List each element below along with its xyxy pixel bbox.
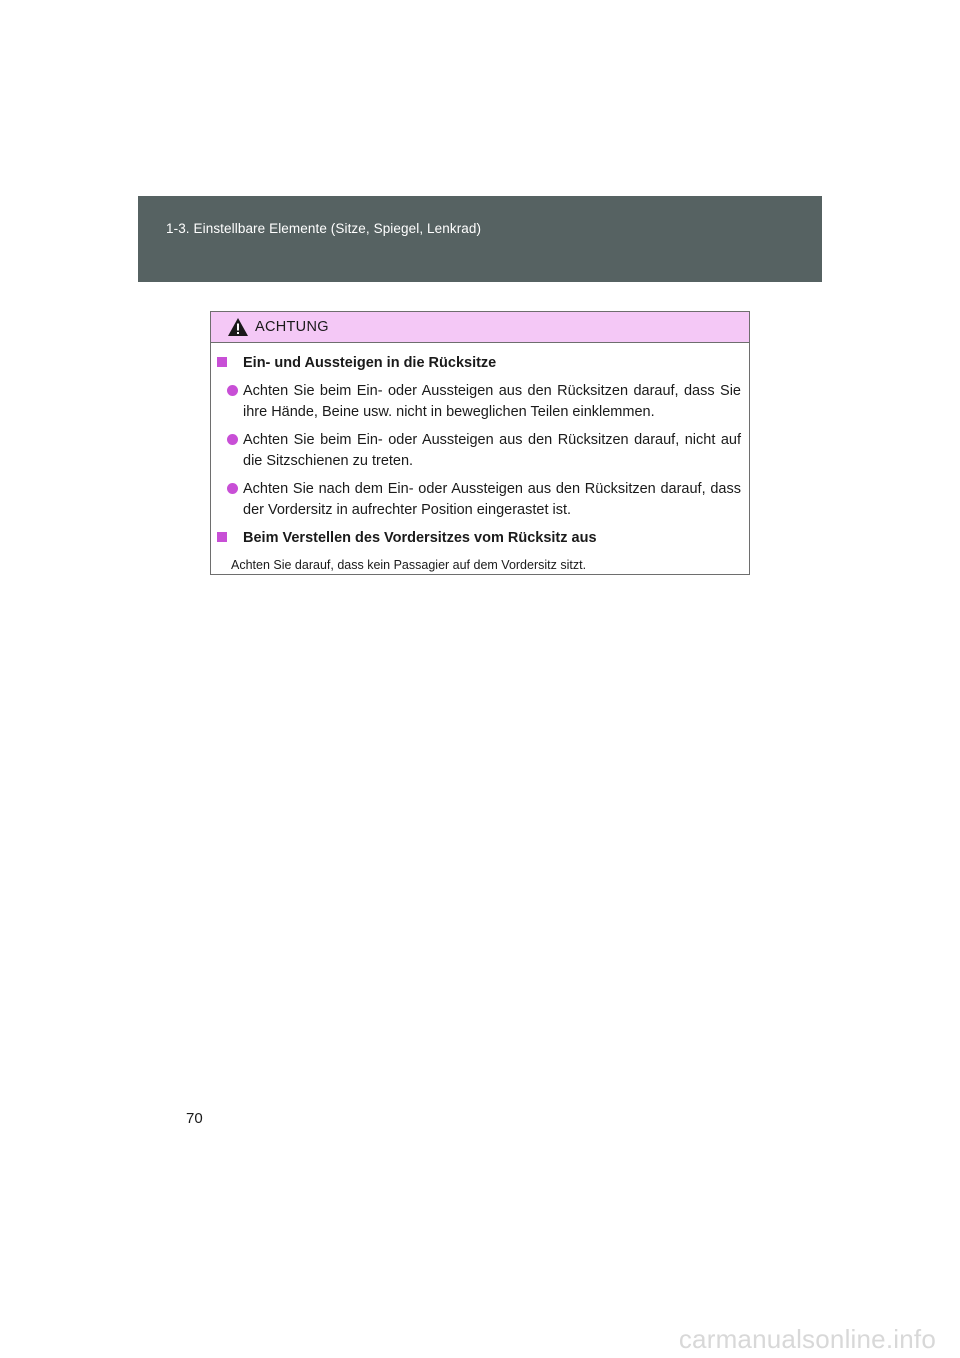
caution-body: [211, 343, 749, 574]
section-note: Achten Sie darauf, dass kein Passagier auf dem Vordersitz sitzt.: [231, 558, 587, 572]
bullet-dot-icon: [227, 385, 238, 396]
list-item: [217, 479, 741, 521]
section-heading-text: Beim Verstellen des Vordersitzes vom Rücksitz aus: [243, 530, 597, 546]
page-number: 70: [186, 1110, 203, 1127]
caution-header: [211, 312, 749, 343]
square-marker-icon: [217, 532, 227, 542]
section-heading: [217, 353, 741, 373]
watermark: carmanualsonline.info: [678, 1324, 936, 1354]
bullet-dot-icon: [227, 483, 238, 494]
list-item-text: Achten Sie beim Ein- oder Aussteigen aus den Rücksitzen darauf, nicht auf die Sitzschienen zu treten.: [243, 432, 741, 469]
bullet-dot-icon: [227, 434, 238, 445]
list-item-text: Achten Sie nach dem Ein- oder Aussteigen aus den Rücksitzen darauf, dass der Vordersitz in aufrechter Position eingerastet ist.: [243, 481, 741, 518]
section-title: 1-3. Einstellbare Elemente (Sitze, Spiegel, Lenkrad): [166, 221, 482, 236]
list-item: [217, 381, 741, 423]
caution-title: ACHTUNG: [255, 319, 329, 335]
square-marker-icon: [217, 357, 227, 367]
caution-box: [210, 311, 750, 575]
list-item-text: Achten Sie beim Ein- oder Aussteigen aus den Rücksitzen darauf, dass Sie ihre Hände, Beine usw. nicht in beweglichen Teilen einklemmen.: [243, 383, 741, 420]
warning-triangle-icon: [227, 317, 249, 337]
section-header-band: [138, 196, 822, 282]
section-heading-text: Ein- und Aussteigen in die Rücksitze: [243, 355, 497, 371]
section-heading: [217, 528, 741, 548]
list-item: [217, 430, 741, 472]
